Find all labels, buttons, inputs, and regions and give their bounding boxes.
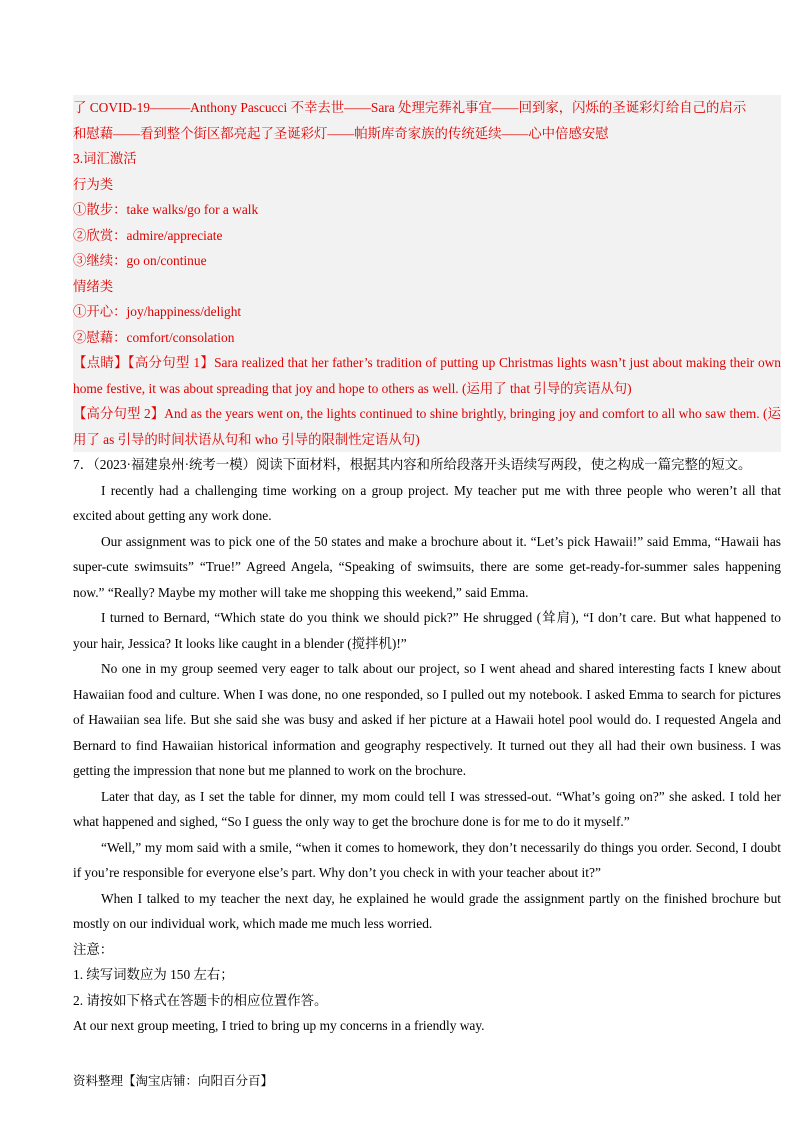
vocab-item: ①散步：take walks/go for a walk	[73, 202, 259, 217]
vocab-item: ②慰藉：comfort/consolation	[73, 329, 235, 345]
vocab-category: 情绪类	[73, 278, 114, 294]
key-sentence-1: 【点睛】【高分句型 1】Sara realized that her father’s tradition of putting up Christmas lights wasn’t just about making their own home festive, it was about spreading that joy and hope to others as well. (运用了 that 引导的宾语从句)	[73, 355, 781, 396]
passage-paragraph: Our assignment was to pick one of the 50 states and make a brochure about it. “Let’s pick Hawaii!” said Emma, “Hawaii has super-cute swimsuits” “True!” Agreed Angela, “Speaking of swimsuits, there are some get-ready-for-summer sales happening now.” “Really? Maybe my mother will take me shopping this weekend,” said Emma.	[73, 533, 781, 600]
passage-paragraph: “Well,” my mom said with a smile, “when it comes to homework, they don’t necessarily do things you order. Second, I doubt if you’re responsible for everyone else’s part. Why don’t you check in with your teacher about it?”	[73, 839, 781, 880]
analysis-line: 了 COVID-19———Anthony Pascucci 不幸去世——Sara 处理完葬礼事宜——回到家，闪烁的圣诞彩灯给自己的启示	[73, 100, 747, 115]
note-item: 2. 请按如下格式在答题卡的相应位置作答。	[73, 992, 328, 1008]
vocab-item: ②欣赏：admire/appreciate	[73, 227, 223, 243]
answer-analysis-block	[73, 95, 781, 452]
document-page	[73, 95, 781, 1039]
vocab-heading: 3.词汇激活	[73, 151, 137, 166]
question-header: 7．（2023·福建泉州·统考一模）阅读下面材料，根据其内容和所给段落开头语续写两段，使之构成一篇完整的短文。	[73, 457, 752, 472]
notes-title: 注意：	[73, 941, 114, 957]
page-footer: 资料整理【淘宝店铺：向阳百分百】	[73, 1074, 274, 1088]
note-item: 1. 续写词数应为 150 左右；	[73, 967, 234, 982]
passage-paragraph: Later that day, as I set the table for dinner, my mom could tell I was stressed-out. “What’s going on?” she asked. I told her what happened and sighed, “So I guess the only way to get the brochure done is for me to do it myself.”	[73, 788, 781, 829]
vocab-item: ③继续：go on/continue	[73, 253, 207, 268]
vocab-item: ①开心：joy/happiness/delight	[73, 304, 242, 319]
analysis-line: 和慰藉——看到整个街区都亮起了圣诞彩灯——帕斯库奇家族的传统延续——心中倍感安慰	[73, 125, 609, 141]
passage-paragraph: I recently had a challenging time working on a group project. My teacher put me with three people who weren’t all that excited about getting any work done.	[73, 482, 781, 523]
key-sentence-2: 【高分句型 2】And as the years went on, the lights continued to shine brightly, bringing joy and comfort to all who saw them. (运用了 as 引导的时间状语从句和 who 引导的限制性定语从句)	[73, 406, 781, 447]
passage-paragraph: No one in my group seemed very eager to talk about our project, so I went ahead and shared interesting facts I knew about Hawaiian food and culture. When I was done, no one responded, so I pulled out my notebook. I asked Emma to search for pictures of Hawaiian sea life. But she said she was busy and asked if her picture at a Hawaii hotel pool would do. I requested Angela and Bernard to find Hawaiian historical information and geography respectively. It turned out they all had their own business. I was getting the impression that none but me planned to work on the brochure.	[73, 661, 781, 778]
passage-paragraph: I turned to Bernard, “Which state do you think we should pick?” He shrugged (耸肩), “I don’t care. But what happened to your hair, Jessica? It looks like caught in a blender (搅拌机)!”	[73, 610, 781, 651]
vocab-category: 行为类	[73, 176, 114, 192]
continuation-prompt: At our next group meeting, I tried to bring up my concerns in a friendly way.	[73, 1018, 485, 1033]
passage-paragraph: When I talked to my teacher the next day, he explained he would grade the assignment partly on the finished brochure but mostly on our individual work, which made me much less worried.	[73, 890, 781, 931]
